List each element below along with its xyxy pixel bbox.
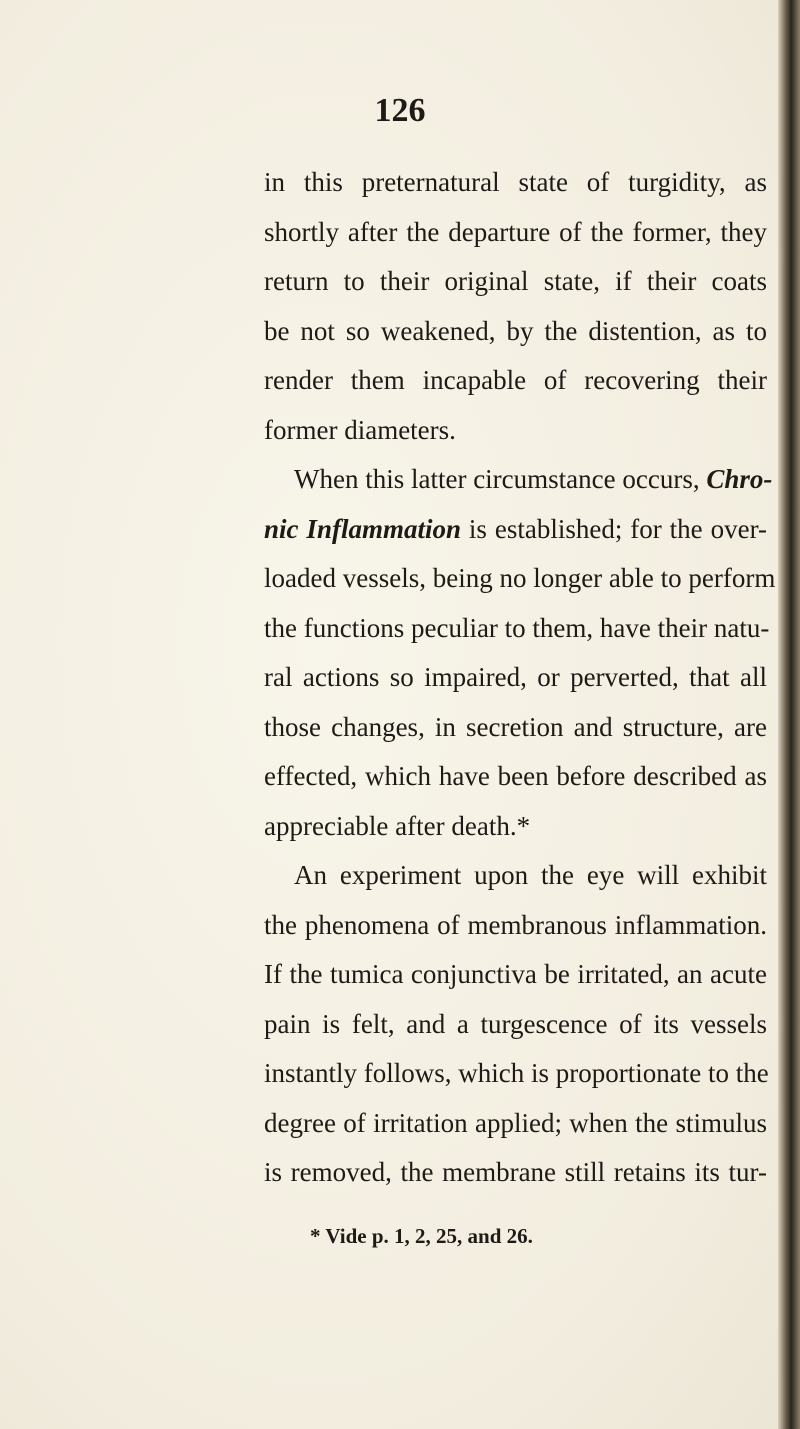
text-line: instantly follows, which is proportionate to the [264, 1058, 769, 1088]
text-line: the functions peculiar to them, have their natu- [264, 612, 770, 643]
text-line: return to their original state, if their coats [264, 266, 767, 296]
italic-term: Chro- [706, 464, 773, 494]
text-line: pain is felt, and a turgescence of its vessels [264, 1008, 767, 1039]
body-text [264, 158, 776, 1198]
text-line: appreciable after death.* [264, 810, 531, 841]
text-line: those changes, in secretion and structure, are [264, 711, 767, 742]
text-line: An experiment upon the eye will exhibit [294, 860, 767, 890]
page-edge-shadow [778, 0, 800, 1429]
text-line: is removed, the membrane still retains its tur- [264, 1157, 767, 1187]
text-line: If the tumica conjunctiva be irritated, an acute [264, 959, 767, 989]
text-line: in this preternatural state of turgidity, as [264, 167, 767, 197]
text-line: effected, which have been before described as [264, 761, 767, 791]
text-line: When this latter circumstance occurs, Chro- [294, 464, 773, 494]
text-line: nic Inflammation is established; for the over- [264, 513, 768, 544]
page-number: 126 [374, 92, 426, 129]
text-line: shortly after the departure of the former, they [264, 216, 767, 247]
text-line: loaded vessels, being no longer able to perform [264, 563, 776, 593]
text-line: degree of irritation applied; when the stimulus [264, 1107, 767, 1138]
text-line: former diameters. [264, 414, 456, 445]
footnote: * Vide p. 1, 2, 25, and 26. [310, 1224, 533, 1248]
text-line: ral actions so impaired, or perverted, that all [264, 662, 767, 692]
italic-term: nic Inflammation [264, 513, 461, 544]
text-line: the phenomena of membranous inflammation. [264, 909, 767, 940]
text-line: be not so weakened, by the distention, as to [264, 315, 767, 346]
text-line: render them incapable of recovering their [264, 365, 767, 395]
